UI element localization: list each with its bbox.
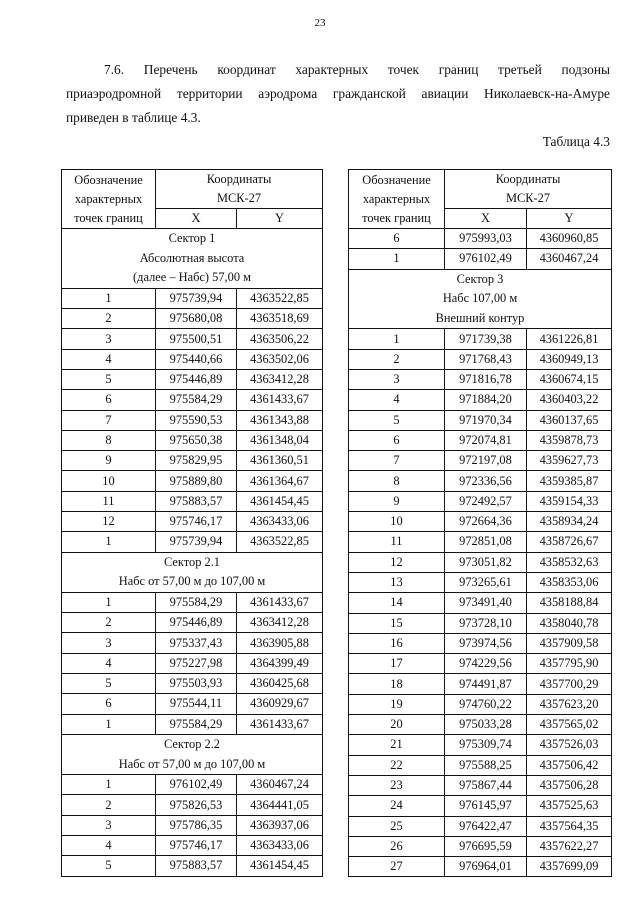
table-row: [62, 512, 323, 532]
coord-y: 4361360,51: [237, 451, 323, 471]
coord-y: 4357795,90: [527, 654, 612, 674]
coord-x: 976145,97: [445, 796, 527, 816]
point-number: 2: [62, 613, 156, 633]
coord-y: 4361433,67: [237, 592, 323, 612]
coord-x: 974229,56: [445, 654, 527, 674]
table-row: [349, 674, 612, 694]
table-row: [62, 633, 323, 653]
point-number: 21: [349, 735, 445, 755]
section-title-line: Абсолютная высота: [139, 250, 245, 265]
point-number: 5: [62, 856, 156, 876]
point-number: 2: [349, 349, 445, 369]
coord-x: 975826,53: [156, 795, 237, 815]
coord-x: 971816,78: [445, 369, 527, 389]
header-designation-line: Обозначение: [362, 172, 431, 187]
point-number: 25: [349, 816, 445, 836]
section-row: [62, 552, 323, 592]
table-row: [62, 329, 323, 349]
point-number: 18: [349, 674, 445, 694]
coord-x: 971739,38: [445, 329, 527, 349]
coord-x: 972851,08: [445, 532, 527, 552]
table-row: [62, 410, 323, 430]
coord-x: 975446,89: [156, 613, 237, 633]
coord-x: 972336,56: [445, 471, 527, 491]
coord-x: 975889,80: [156, 471, 237, 491]
table-row: [62, 775, 323, 795]
coord-y: 4363905,88: [237, 633, 323, 653]
header-y: Y: [237, 209, 323, 229]
coord-x: 976102,49: [156, 775, 237, 795]
coord-y: 4363433,06: [237, 835, 323, 855]
coord-y: 4364399,49: [237, 653, 323, 673]
table-row: [349, 229, 612, 249]
table-row: [349, 857, 612, 877]
table-row: [349, 715, 612, 735]
point-number: 12: [62, 512, 156, 532]
coord-x: 975544,11: [156, 694, 237, 714]
table-row: [349, 755, 612, 775]
coord-y: 4360467,24: [527, 249, 612, 269]
table-row: [349, 613, 612, 633]
point-number: 7: [62, 410, 156, 430]
table-row: [349, 390, 612, 410]
coord-x: 971768,43: [445, 349, 527, 369]
coord-x: 975446,89: [156, 369, 237, 389]
table-row: [62, 714, 323, 734]
section-title-line: Набс от 57,00 м до 107,00 м: [118, 756, 266, 771]
coord-x: 975867,44: [445, 775, 527, 795]
coord-y: 4357699,09: [527, 857, 612, 877]
coord-x: 972664,36: [445, 512, 527, 532]
coord-y: 4358532,63: [527, 552, 612, 572]
coord-y: 4360960,85: [527, 229, 612, 249]
table-row: [349, 796, 612, 816]
table-row: [62, 471, 323, 491]
point-number: 3: [62, 815, 156, 835]
coord-x: 974491,87: [445, 674, 527, 694]
point-number: 13: [349, 572, 445, 592]
point-number: 2: [62, 309, 156, 329]
header-x: X: [445, 209, 527, 229]
section-title-line: Набс от 57,00 м до 107,00 м: [118, 574, 266, 589]
table-row: [62, 592, 323, 612]
coord-y: 4357526,03: [527, 735, 612, 755]
coord-x: 973728,10: [445, 613, 527, 633]
table-row: [349, 633, 612, 653]
coord-x: 975650,38: [156, 430, 237, 450]
coord-x: 975584,29: [156, 592, 237, 612]
point-number: 17: [349, 654, 445, 674]
coord-x: 972074,81: [445, 430, 527, 450]
table-row: [62, 795, 323, 815]
intro-line-1: 7.6. Перечень координат характерных точек границ третьей подзоны: [104, 62, 610, 77]
coord-x: 975584,29: [156, 714, 237, 734]
table-row: [62, 369, 323, 389]
point-number: 4: [349, 390, 445, 410]
section-row: [62, 229, 323, 289]
point-number: 1: [62, 288, 156, 308]
table-row: [62, 390, 323, 410]
table-row: [62, 694, 323, 714]
coord-x: 972197,08: [445, 451, 527, 471]
header-coordinates-line: МСК-27: [216, 191, 262, 205]
point-number: 8: [62, 430, 156, 450]
table-row: [349, 775, 612, 795]
coord-y: 4357622,27: [527, 836, 612, 856]
coord-y: 4359154,33: [527, 491, 612, 511]
coordinates-table-left: [61, 169, 323, 877]
table-row: [349, 410, 612, 430]
point-number: 5: [349, 410, 445, 430]
coord-y: 4358188,84: [527, 593, 612, 613]
coord-x: 975739,94: [156, 532, 237, 552]
coord-y: 4361364,67: [237, 471, 323, 491]
coord-x: 972492,57: [445, 491, 527, 511]
point-number: 15: [349, 613, 445, 633]
coord-x: 976422,47: [445, 816, 527, 836]
point-number: 2: [62, 795, 156, 815]
coord-y: 4363412,28: [237, 613, 323, 633]
coord-y: 4363412,28: [237, 369, 323, 389]
coord-y: 4361454,45: [237, 491, 323, 511]
point-number: 24: [349, 796, 445, 816]
table-row: [349, 735, 612, 755]
point-number: 23: [349, 775, 445, 795]
point-number: 4: [62, 349, 156, 369]
intro-line-2: приаэродромной территории аэродрома гражданской авиации Николаевск-на-Амуре: [66, 86, 610, 101]
coord-x: 975440,66: [156, 349, 237, 369]
header-designation-line: точек границ: [362, 210, 431, 225]
coord-x: 975746,17: [156, 835, 237, 855]
point-number: 6: [349, 430, 445, 450]
coord-x: 976964,01: [445, 857, 527, 877]
coord-y: 4361348,04: [237, 430, 323, 450]
coord-x: 971884,20: [445, 390, 527, 410]
coord-y: 4363433,06: [237, 512, 323, 532]
point-number: 6: [62, 694, 156, 714]
table-row: [62, 430, 323, 450]
point-number: 10: [62, 471, 156, 491]
coord-y: 4357623,20: [527, 694, 612, 714]
coord-x: 971970,34: [445, 410, 527, 430]
coord-y: 4360425,68: [237, 674, 323, 694]
section-title: [62, 229, 323, 289]
table-row: [62, 451, 323, 471]
section-row: [349, 269, 612, 329]
section-title-line: Набс 107,00 м: [442, 291, 518, 306]
coord-y: 4361343,88: [237, 410, 323, 430]
coordinates-table-right: [348, 169, 612, 877]
coord-y: 4357564,35: [527, 816, 612, 836]
coord-x: 975883,57: [156, 491, 237, 511]
point-number: 1: [62, 714, 156, 734]
coord-y: 4359627,73: [527, 451, 612, 471]
header-designation-line: точек границ: [74, 210, 143, 225]
coord-x: 976695,59: [445, 836, 527, 856]
point-number: 11: [349, 532, 445, 552]
section-title-line: Сектор 2.1: [164, 554, 220, 569]
table-row: [349, 249, 612, 269]
coord-y: 4358726,67: [527, 532, 612, 552]
coord-x: 975503,93: [156, 674, 237, 694]
table-row: [62, 835, 323, 855]
point-number: 6: [62, 390, 156, 410]
coord-y: 4363522,85: [237, 288, 323, 308]
table-row: [62, 532, 323, 552]
point-number: 1: [62, 532, 156, 552]
coord-y: 4363937,06: [237, 815, 323, 835]
coord-x: 975993,03: [445, 229, 527, 249]
coord-y: 4361433,67: [237, 714, 323, 734]
coord-y: 4360674,15: [527, 369, 612, 389]
intro-paragraph: [66, 58, 610, 130]
coord-y: 4358040,78: [527, 613, 612, 633]
point-number: 11: [62, 491, 156, 511]
table-row: [349, 329, 612, 349]
coord-x: 975590,53: [156, 410, 237, 430]
section-title-line: Сектор 3: [456, 271, 504, 286]
header-y: Y: [527, 209, 612, 229]
table-row: [349, 694, 612, 714]
coord-y: 4364441,05: [237, 795, 323, 815]
table-row: [349, 512, 612, 532]
table-row: [349, 491, 612, 511]
intro-line-3: приведен в таблице 4.3.: [66, 110, 201, 125]
point-number: 16: [349, 633, 445, 653]
coord-y: 4359385,87: [527, 471, 612, 491]
section-title-line: Сектор 1: [168, 231, 216, 245]
coord-y: 4363506,22: [237, 329, 323, 349]
point-number: 5: [62, 369, 156, 389]
header-row: [62, 170, 323, 209]
table-row: [62, 309, 323, 329]
table-row: [62, 815, 323, 835]
point-number: 1: [349, 249, 445, 269]
coord-x: 973265,61: [445, 572, 527, 592]
coord-y: 4357525,63: [527, 796, 612, 816]
point-number: 10: [349, 512, 445, 532]
header-designation-line: характерных: [74, 191, 143, 206]
table-row: [349, 552, 612, 572]
point-number: 20: [349, 715, 445, 735]
table-row: [349, 369, 612, 389]
table-row: [349, 572, 612, 592]
coord-y: 4358353,06: [527, 572, 612, 592]
header-designation-line: Обозначение: [74, 172, 143, 187]
header-row: [349, 170, 612, 209]
table-row: [62, 856, 323, 876]
coord-y: 4359878,73: [527, 430, 612, 450]
table-row: [349, 816, 612, 836]
table-row: [349, 654, 612, 674]
coord-y: 4360137,65: [527, 410, 612, 430]
coord-y: 4357565,02: [527, 715, 612, 735]
point-number: 4: [62, 653, 156, 673]
coord-y: 4360467,24: [237, 775, 323, 795]
table-row: [349, 593, 612, 613]
header-coordinates: [445, 170, 612, 209]
coord-y: 4363518,69: [237, 309, 323, 329]
point-number: 14: [349, 593, 445, 613]
point-number: 1: [62, 775, 156, 795]
table-row: [62, 653, 323, 673]
table-row: [349, 451, 612, 471]
section-title: [349, 269, 612, 329]
point-number: 8: [349, 471, 445, 491]
header-x: X: [156, 209, 237, 229]
coord-x: 973491,40: [445, 593, 527, 613]
point-number: 9: [349, 491, 445, 511]
table-row: [349, 349, 612, 369]
table-row: [62, 674, 323, 694]
coord-x: 975786,35: [156, 815, 237, 835]
section-title: [62, 552, 323, 592]
section-title-line: Сектор 2.2: [164, 736, 220, 751]
point-number: 26: [349, 836, 445, 856]
point-number: 22: [349, 755, 445, 775]
coord-x: 975739,94: [156, 288, 237, 308]
coord-x: 975883,57: [156, 856, 237, 876]
coord-x: 975829,95: [156, 451, 237, 471]
point-number: 7: [349, 451, 445, 471]
header-designation: [349, 170, 445, 229]
coord-x: 975500,51: [156, 329, 237, 349]
coord-x: 975588,25: [445, 755, 527, 775]
coord-x: 976102,49: [445, 249, 527, 269]
coord-x: 973974,56: [445, 633, 527, 653]
coord-y: 4363522,85: [237, 532, 323, 552]
coord-x: 975309,74: [445, 735, 527, 755]
header-coordinates: [156, 170, 323, 209]
point-number: 5: [62, 674, 156, 694]
section-title-line: (далее – Набс) 57,00 м: [133, 270, 251, 285]
point-number: 1: [62, 592, 156, 612]
section-row: [62, 734, 323, 774]
point-number: 4: [62, 835, 156, 855]
header-designation-line: характерных: [362, 191, 431, 206]
coord-y: 4357506,28: [527, 775, 612, 795]
header-coordinates-line: Координаты: [495, 172, 561, 186]
header-coordinates-line: МСК-27: [505, 191, 551, 205]
point-number: 27: [349, 857, 445, 877]
coord-x: 975337,43: [156, 633, 237, 653]
table-row: [349, 430, 612, 450]
coord-x: 975033,28: [445, 715, 527, 735]
coord-x: 973051,82: [445, 552, 527, 572]
point-number: 3: [62, 329, 156, 349]
coord-x: 975746,17: [156, 512, 237, 532]
coord-y: 4361454,45: [237, 856, 323, 876]
point-number: 19: [349, 694, 445, 714]
coord-y: 4360949,13: [527, 349, 612, 369]
section-title-line: Внешний контур: [435, 310, 525, 325]
point-number: 6: [349, 229, 445, 249]
coord-y: 4360929,67: [237, 694, 323, 714]
table-row: [349, 471, 612, 491]
coord-y: 4357700,29: [527, 674, 612, 694]
coord-y: 4357506,42: [527, 755, 612, 775]
header-coordinates-line: Координаты: [206, 172, 272, 186]
point-number: 12: [349, 552, 445, 572]
coord-y: 4360403,22: [527, 390, 612, 410]
coord-x: 975680,08: [156, 309, 237, 329]
point-number: 3: [62, 633, 156, 653]
point-number: 1: [349, 329, 445, 349]
table-row: [349, 836, 612, 856]
coord-y: 4361226,81: [527, 329, 612, 349]
page-number: 23: [314, 17, 326, 29]
coord-y: 4358934,24: [527, 512, 612, 532]
coord-y: 4363502,06: [237, 349, 323, 369]
coord-x: 975584,29: [156, 390, 237, 410]
point-number: 9: [62, 451, 156, 471]
coord-x: 974760,22: [445, 694, 527, 714]
table-row: [62, 613, 323, 633]
section-title: [62, 734, 323, 774]
table-row: [62, 288, 323, 308]
header-designation: [62, 170, 156, 229]
coord-y: 4357909,58: [527, 633, 612, 653]
point-number: 3: [349, 369, 445, 389]
table-caption: Таблица 4.3: [542, 134, 610, 149]
table-row: [62, 491, 323, 511]
table-row: [349, 532, 612, 552]
coord-y: 4361433,67: [237, 390, 323, 410]
coord-x: 975227,98: [156, 653, 237, 673]
table-row: [62, 349, 323, 369]
